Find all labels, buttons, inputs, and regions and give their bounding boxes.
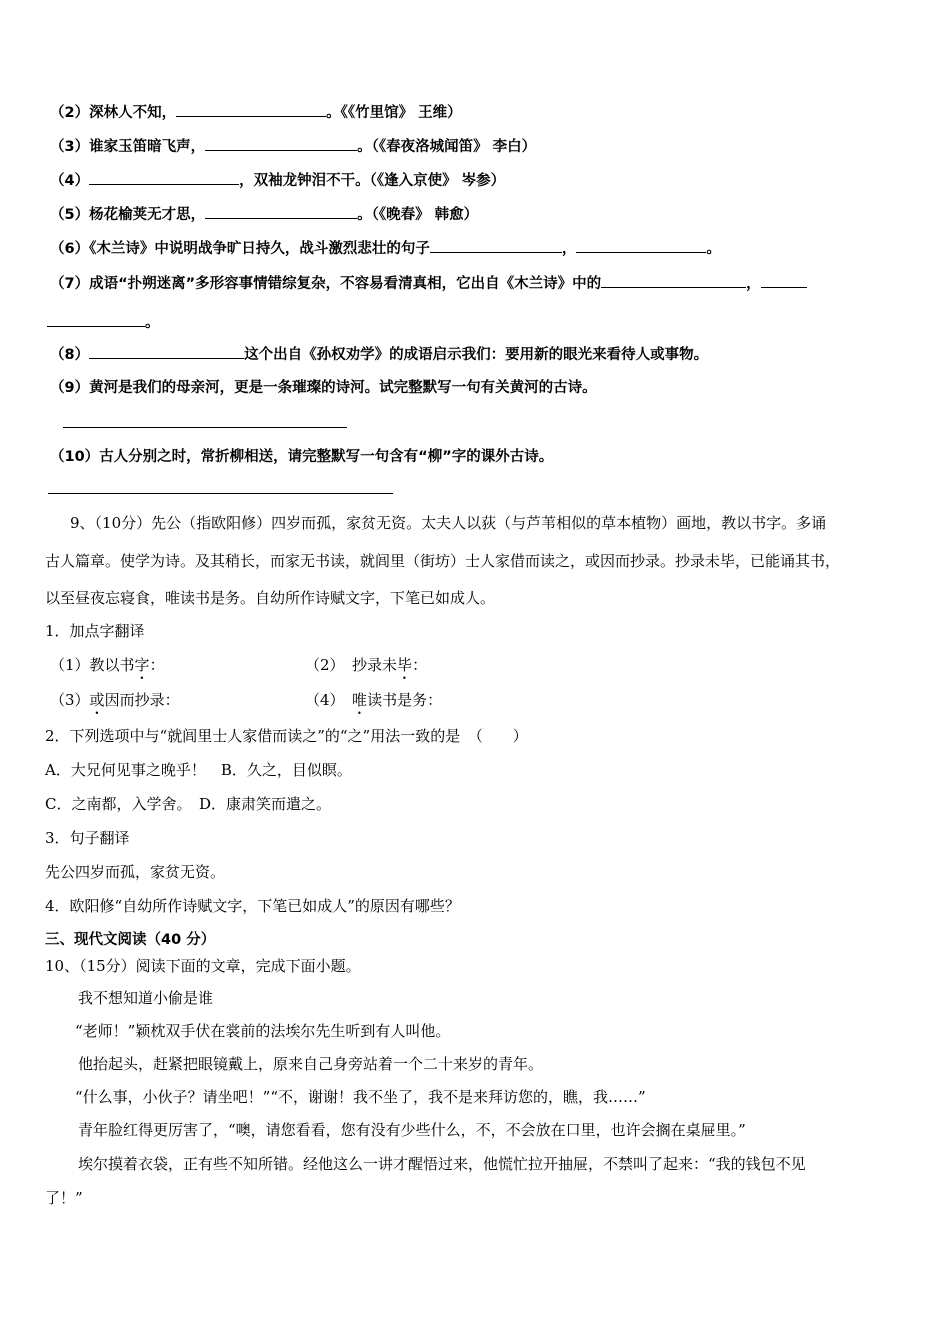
answer-blank[interactable]: [89, 344, 244, 359]
item-text: ，: [746, 276, 761, 292]
story-paragraph-5-continued: 了！”: [45, 1189, 83, 1207]
dotted-char: 唯: [352, 691, 368, 709]
q8-item-7: [50, 273, 807, 294]
item-text: 谁家玉笛暗飞声，: [89, 139, 206, 155]
answer-blank[interactable]: [601, 273, 746, 288]
item-text: 读书是务：: [367, 691, 443, 709]
item-number: （4）: [50, 173, 90, 189]
item-text: 。（《晚春》 韩愈）: [357, 207, 479, 223]
item-text: 。: [145, 315, 160, 331]
answer-blank[interactable]: [176, 102, 326, 117]
item-text: （4）: [305, 691, 353, 709]
q8-item-6: [50, 238, 721, 259]
q9-sub3-title: 3．句子翻译: [45, 829, 130, 847]
q9-sub4-title: 4．欧阳修“自幼所作诗赋文字，下笔已如成人”的原因有哪些？: [45, 897, 460, 915]
item-text: （1）教以书: [50, 656, 135, 674]
q9-sub1-item-4: [305, 690, 442, 718]
item-number: （10）: [50, 449, 100, 465]
q8-item-10: [50, 447, 553, 467]
item-text: 杨花榆荚无才思，: [89, 207, 206, 223]
q9-sub1-item-3: [50, 690, 180, 718]
item-text: 。: [706, 241, 721, 257]
q9-passage-line-2: 古人篇章。使学为诗。及其稍长，而家无书读，就闾里（街坊）士人家借而读之，或因而抄录。抄录未毕，已能诵其书，: [45, 552, 841, 570]
answer-blank[interactable]: [576, 238, 706, 253]
q8-item-4: [50, 170, 505, 191]
item-number: （5）: [50, 207, 90, 223]
item-text: 因而抄录：: [104, 691, 180, 709]
item-text: 。《《竹里馆》 王维）: [326, 105, 462, 121]
item-number: （7）: [50, 276, 90, 292]
story-paragraph-2: 他抬起头，赶紧把眼镜戴上，原来自己身旁站着一个二十来岁的青年。: [78, 1055, 544, 1073]
item-number: （3）: [50, 139, 90, 155]
q9-sub2-title: 2．下列选项中与“就闾里士人家借而读之”的“之”用法一致的是 （ ）: [45, 727, 528, 745]
answer-blank[interactable]: [205, 204, 357, 219]
q8-item-8: [50, 344, 708, 365]
item-text: ，双袖龙钟泪不干。（《逢入京使》 岑参）: [239, 173, 506, 189]
item-text: ，: [561, 241, 577, 257]
answer-blank[interactable]: [47, 312, 145, 327]
answer-blank[interactable]: [205, 136, 357, 151]
q9-sub1-item-2: [305, 655, 427, 683]
item-text: （2） 抄录未: [305, 656, 398, 674]
q8-item-5: [50, 204, 478, 225]
q9-sub2-options-cd: C．之南都，入学舍。 D．康肃笑而遣之。: [45, 795, 332, 813]
q9-passage-line-3: 以至昼夜忘寝食，唯读书是务。自幼所作诗赋文字，下笔已如成人。: [45, 589, 496, 607]
item-number: （8）: [50, 347, 90, 363]
q9-sub1-item-1: [50, 655, 165, 683]
item-number: （2）: [50, 105, 90, 121]
q9-passage-line-1: 9、（10分）先公（指欧阳修）四岁而孤，家贫无资。太夫人以荻（与芦苇相似的草本植物）画地，教以书字。多诵: [70, 514, 827, 532]
answer-blank[interactable]: [89, 170, 239, 185]
answer-line[interactable]: [63, 427, 347, 428]
dotted-char: 毕: [397, 656, 413, 674]
item-text: 古人分别之时，常折柳相送，请完整默写一句含有“柳”字的课外古诗。: [99, 449, 554, 465]
q8-item-2: [50, 102, 462, 123]
dotted-char: 或: [89, 691, 105, 709]
item-text: 成语“扑朔迷离”多形容事情错综复杂，不容易看清真相，它出自《木兰诗》中的: [89, 276, 602, 292]
q10-instruction: 10、（15分）阅读下面的文章，完成下面小题。: [45, 957, 361, 975]
q8-item-7-continued: [47, 312, 160, 333]
story-paragraph-4: 青年脸红得更厉害了，“噢，请您看看，您有没有少些什么，不，不会放在口里，也许会搁在桌屉里。”: [78, 1121, 746, 1139]
q9-sub3-sentence: 先公四岁而孤，家贫无资。: [45, 863, 226, 881]
q9-sub2-options-ab: A．大兄何见事之晚乎！ B．久之，目似瞑。: [45, 761, 352, 779]
item-number: （9）: [50, 380, 90, 396]
story-title: 我不想知道小偷是谁: [78, 989, 214, 1007]
item-number: （6）: [50, 241, 90, 257]
item-text: 这个出自《孙权劝学》的成语启示我们：要用新的眼光来看待人或事物。: [244, 347, 709, 363]
q8-item-9: [50, 378, 597, 398]
item-text: 《木兰诗》中说明战争旷日持久，战斗激烈悲壮的句子: [89, 241, 430, 257]
item-text: 深林人不知，: [89, 105, 177, 121]
story-paragraph-1: “老师！”颖枕双手伏在裳前的法埃尔先生听到有人叫他。: [75, 1022, 451, 1040]
item-text: 黄河是我们的母亲河，更是一条璀璨的诗河。试完整默写一句有关黄河的古诗。: [89, 380, 597, 396]
story-paragraph-5: 埃尔摸着衣袋，正有些不知所错。经他这么一讲才醒悟过来，他慌忙拉开抽屉，不禁叫了起来：“我的钱包不见: [78, 1155, 806, 1173]
q9-sub1-title: 1．加点字翻译: [45, 622, 145, 640]
item-text: ：: [149, 656, 165, 674]
item-text: （3）: [50, 691, 90, 709]
answer-blank[interactable]: [430, 238, 562, 253]
item-text: ：: [412, 656, 428, 674]
q8-item-3: [50, 136, 536, 157]
dotted-char: 字: [134, 656, 150, 674]
section-3-heading: 三、现代文阅读（40 分）: [45, 932, 216, 948]
answer-blank[interactable]: [761, 273, 807, 288]
item-text: 。（《春夜洛城闻笛》 李白）: [357, 139, 537, 155]
answer-line[interactable]: [48, 493, 393, 494]
story-paragraph-3: “什么事，小伙子？请坐吧！”“不，谢谢！我不坐了，我不是来拜访您的，瞧，我……”: [75, 1088, 646, 1106]
